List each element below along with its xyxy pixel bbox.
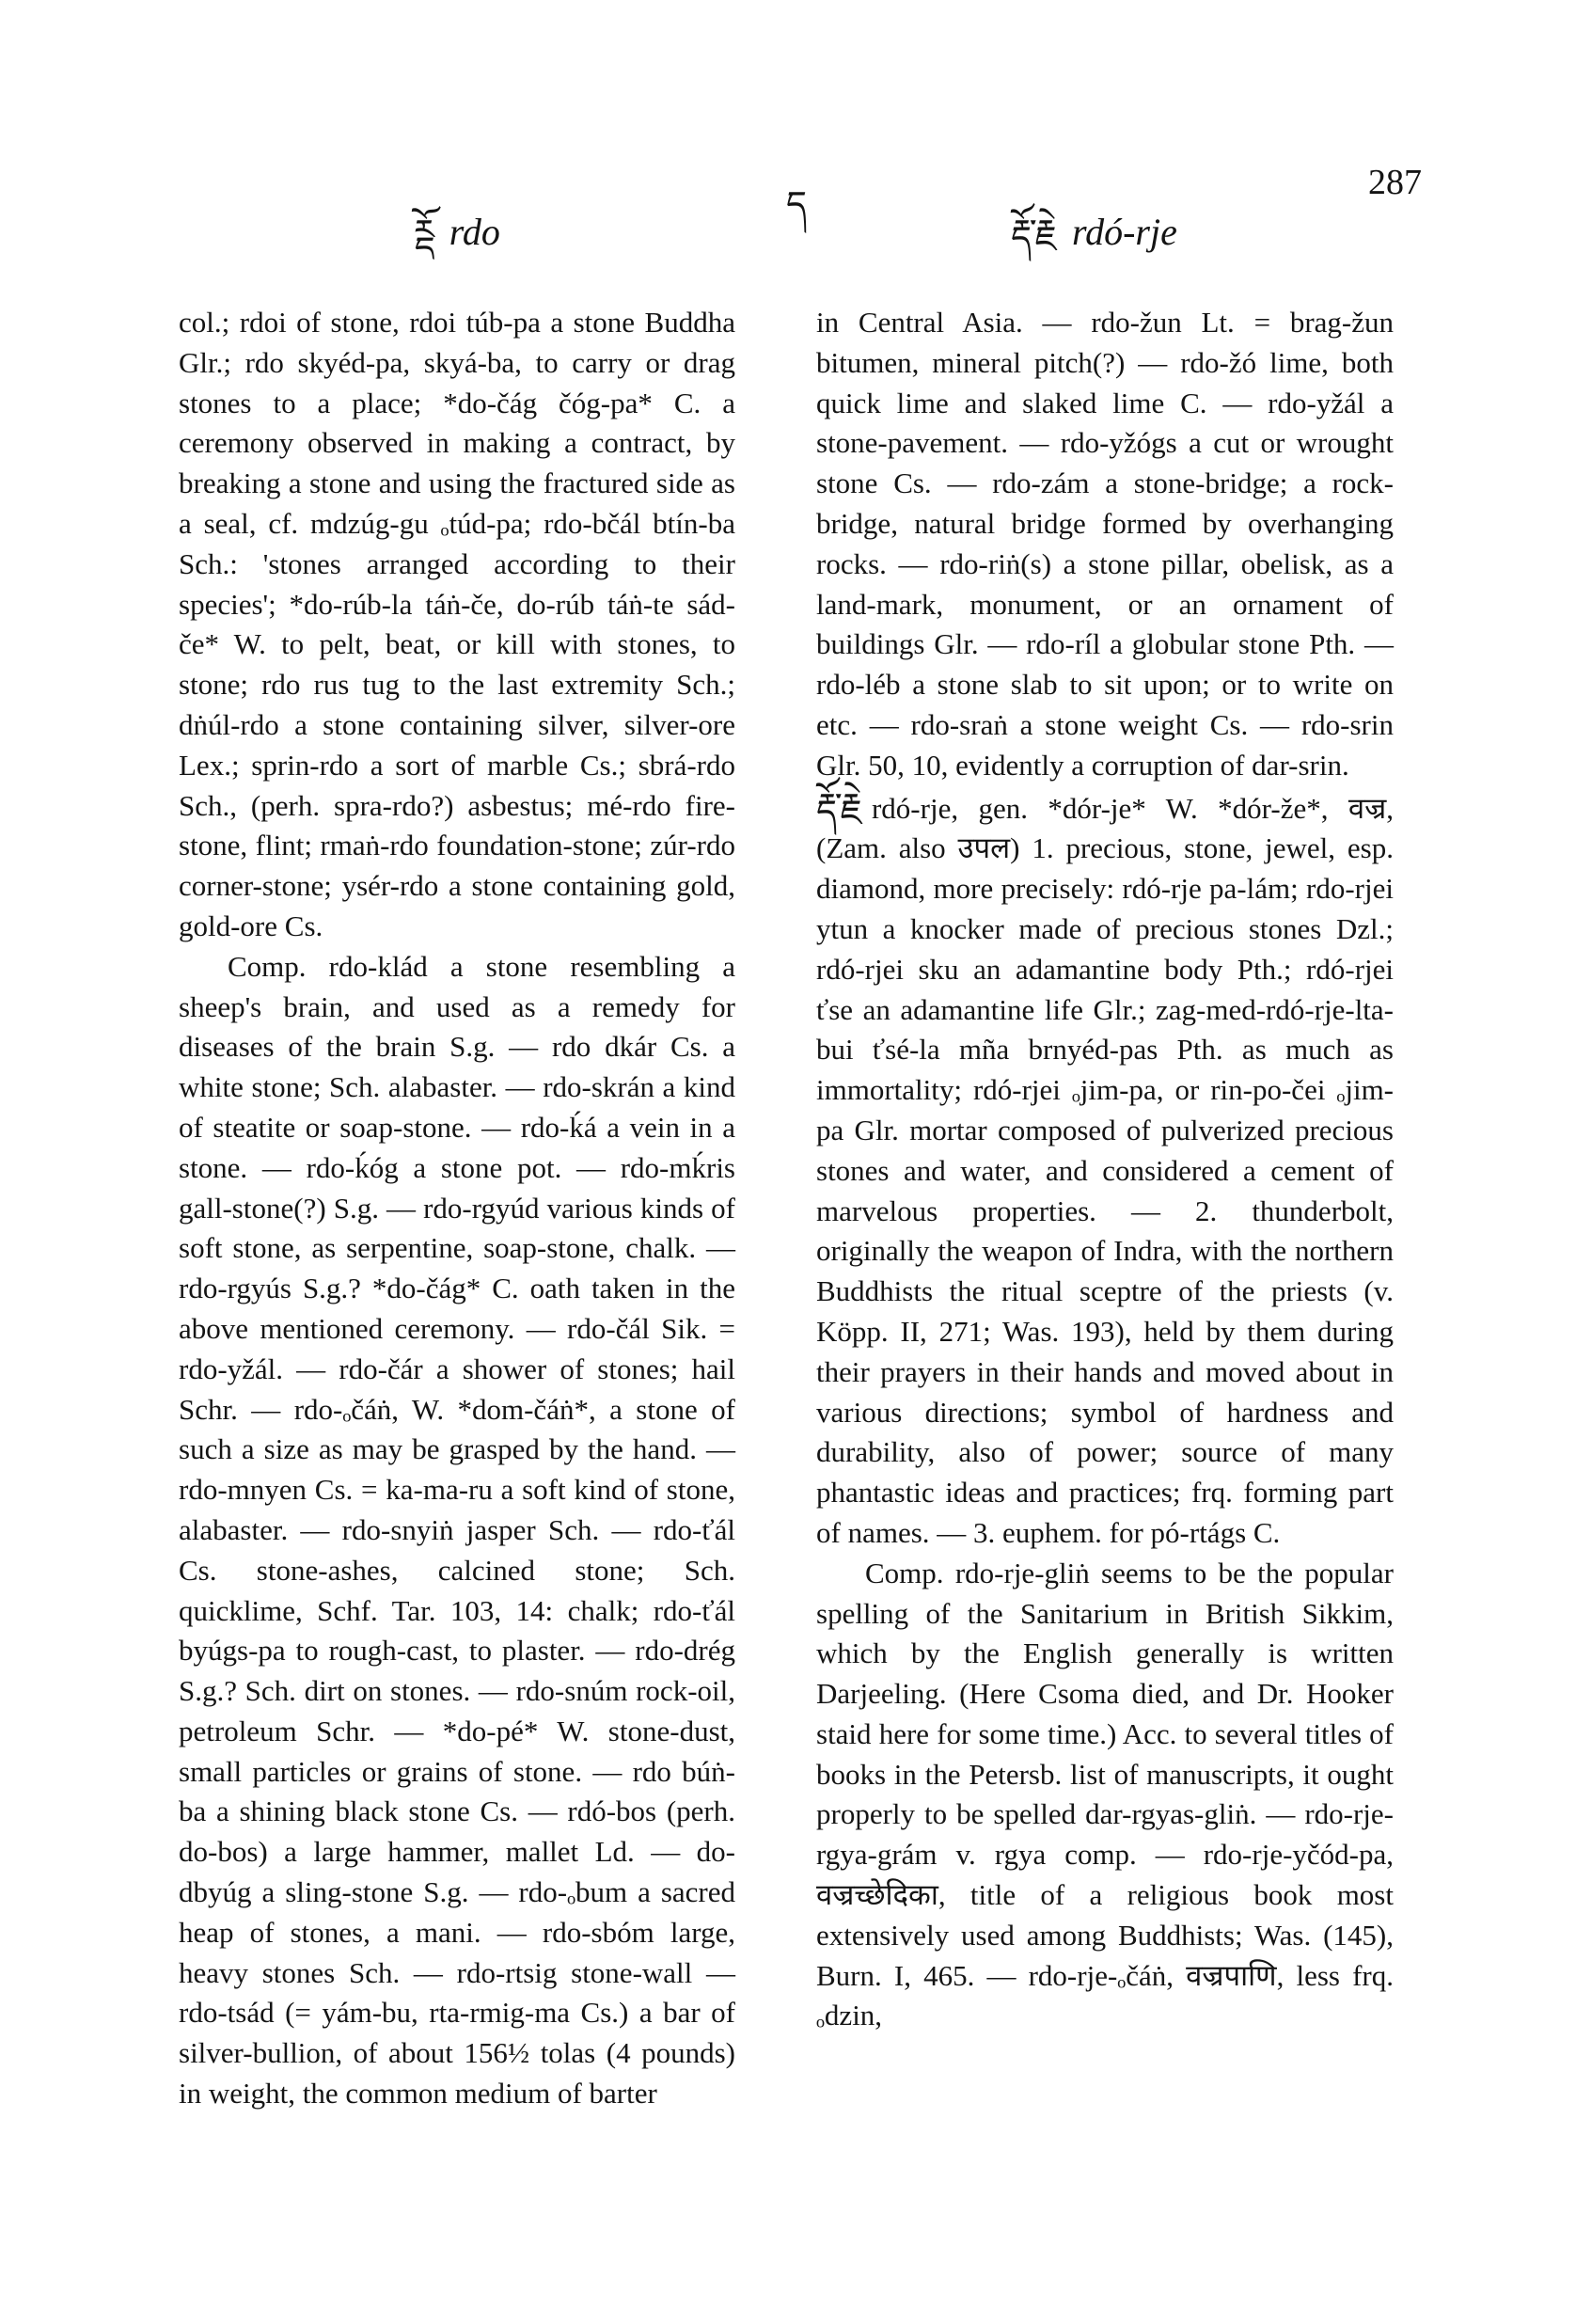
left-paragraph-2: Comp. rdo-klád a stone resembling a sheep's brain, and used as a remedy for diseases of the brain S.g. — rdo dkár Cs. a white stone; Sch. alabaster. — rdo-skrán a kind of steatite or soap-stone. — rdo-ḱá a vein in a stone. — rdo-ḱóg a stone pot. — rdo-mḱris gall-stone(?) S.g. — rdo-rgyúd various kinds of soft stone, as serpentine, soap-stone, chalk. — rdo-rgyús S.g.? *do-čág* C. oath taken in the above mentioned ceremony. — rdo-čál Sik. = rdo-yžál. — rdo-čár a shower of stones; hail Schr. — rdo-ₒčáṅ, W. *dom-čáṅ*, a stone of such a size as may be grasped by the hand. — rdo-mnyen Cs. = ka-ma-ru a soft kind of stone, alabaster. — rdo-snyiṅ jasper Sch. — rdo-ťál Cs. stone-ashes, calcined stone; Sch. quicklime, Schf. Tar. 103, 14: chalk; rdo-ťál byúgs-pa to rough-cast, to plaster. — rdo-drég S.g.? Sch. dirt on stones. — rdo-snúm rock-oil, petroleum Schr. — *do-pé* W. stone-dust, small particles or grains of stone. — rdo búṅ-ba a shining black stone Cs. — rdó-bos (perh. do-bos) a large hammer, mallet Ld. — do-dbyúg a sling-stone S.g. — rdo-ₒbum a sacred heap of stones, a mani. — rdo-sbóm large, heavy stones Sch. — rdo-rtsig stone-wall — rdo-tsád (= yám-bu, rta-rmig-ma Cs.) a bar of silver-bullion, of about 156½ tolas (4 pounds) in weight, the common medium of barter (179, 949, 735, 2111)
header-right-tibetan: རྡོ་རྗེ (1011, 212, 1057, 253)
header-right-word (1011, 193, 1177, 293)
right-paragraph-1: in Central Asia. — rdo-žun Lt. = brag-žun bitumen, mineral pitch(?) — rdo-žó lime, both quick lime and slaked lime C. — rdo-yžál a stone-pavement. — rdo-yžógs a cut or wrought stone Cs. — rdo-zám a stone-bridge; a rock-bridge, natural bridge formed by overhanging rocks. — rdo-riṅ(s) a stone pillar, obelisk, as a land-mark, monument, or an ornament of buildings Glr. — rdo-ríl a globular stone Pth. — rdo-léb a stone slab to sit upon; or to write on etc. — rdo-sraṅ a stone weight Cs. — rdo-srin Glr. 50, 10, evidently a corruption of dar-srin. (816, 306, 1394, 782)
header-left-word (414, 193, 500, 293)
header-section-letter (786, 165, 812, 265)
entry-rdo-rje (816, 786, 1394, 1554)
header-right-latin: rdó-rje (1071, 211, 1177, 253)
left-column (179, 303, 735, 2114)
entry-rdo-rje-text: rdó-rje, gen. *dór-je* W. *dór-že*, वज्र, (Zam. also उपल) 1. precious, stone, jewel, esp. diamond, more precisely: rdó-rje pa-lám; rdo-rjei ytun a knocker made of precious stones Dzl.; rdó-rjei sku an adamantine body Pth.; rdó-rjei ťse an adamantine life Glr.; zag-med-rdó-rje-lta-bui ťsé-la mña brnyéd-pas Pth. as much as immortality; rdó-rjei ₒjim-pa, or rin-po-čei ₒjim-pa Glr. mortar composed of pulverized precious stones and water, and considered a cement of marvelous properties. — 2. thunderbolt, originally the weapon of Indra, with the northern Buddhists the ritual sceptre of the priests (v. Köpp. II, 271; Was. 193), held by them during their prayers in their hands and moved about in various directions; symbol of hardness and durability, also of power; source of many phantastic ideas and practices; frq. forming part of names. — 3. euphem. for pó-rtágs C. (816, 791, 1394, 1549)
right-column (816, 303, 1394, 2036)
right-paragraph-comp: Comp. rdo-rje-gliṅ seems to be the popular spelling of the Sanitarium in British Sikkim, which by the English generally is written Darjeeling. (Here Csoma died, and Dr. Hooker staid here for some time.) Acc. to several titles of books in the Petersb. list of manuscripts, it ought properly to be spelled dar-rgyas-gliṅ. — rdo-rje-rgya-grám v. rgya comp. — rdo-rje-yčód-pa, वज्रच्छेदिका, title of a religious book most extensively used among Buddhists; Was. (145), Burn. I, 465. — rdo-rje-ₒčáṅ, वज्रपाणि, less frq. ₒdzin, (816, 1556, 1394, 2032)
left-paragraph-1: col.; rdoi of stone, rdoi túb-pa a stone Buddha Glr.; rdo skyéd-pa, skyá-ba, to carry or drag stones to a place; *do-čág čóg-pa* C. a ceremony observed in making a contract, by breaking a stone and using the fractured side as a seal, cf. mdzúg-gu ₒtúd-pa; rdo-bčál btín-ba Sch.: 'stones arranged according to their species'; *do-rúb-la táṅ-če, do-rúb táṅ-te sád-če* W. to pelt, beat, or kill with stones, to stone; rdo rus tug to the last extremity Sch.; dṅúl-rdo a stone containing silver, silver-ore Lex.; sprin-rdo a sort of marble Cs.; sbrá-rdo Sch., (perh. spra-rdo?) asbestus; mé-rdo fire-stone, flint; rmaṅ-rdo foundation-stone; zúr-rdo corner-stone; ysér-rdo a stone containing gold, gold-ore Cs. (179, 306, 735, 942)
header-middle-tibetan: ད (786, 183, 808, 225)
page-number: 287 (1368, 163, 1422, 202)
header-left-tibetan: ཪྡོ (414, 212, 434, 253)
entry-tibetan-headword: རྡོ་རྗེ (816, 784, 862, 827)
header-left-latin: rdo (449, 211, 500, 253)
